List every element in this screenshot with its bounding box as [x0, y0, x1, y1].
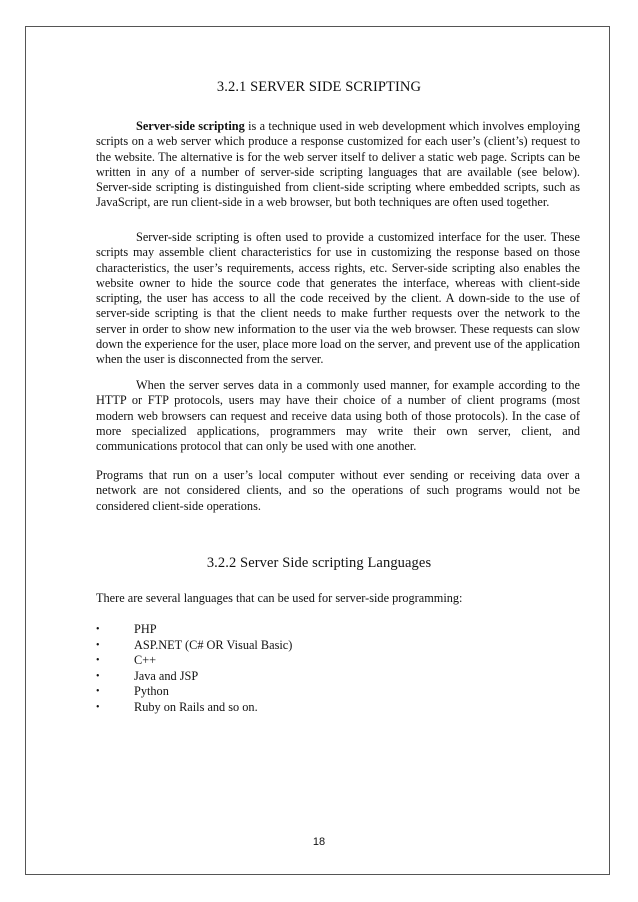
term-server-side-scripting: Server-side scripting — [136, 119, 245, 133]
languages-intro: There are several languages that can be used for server-side programming: — [96, 591, 463, 605]
bullet-icon: • — [96, 670, 100, 682]
languages-list — [96, 622, 576, 716]
bullet-icon: • — [96, 686, 100, 698]
paragraph-definition-text: is a technique used in web development which involves employing scripts on a web server which produce a response customized for each user’s (client’s) request to the website. The alternative is for the web server itself to deliver a static web page. Scripts can be written in any of a number of server-side scripting languages that are available (see below). Server-side scripting is distinguished from client-side scripting where embedded scripts, such as JavaScript, are run client-side in a web browser, but both techniques are often used together. — [96, 119, 580, 210]
list-item-label: C++ — [134, 653, 157, 668]
page-number: 18 — [312, 836, 326, 848]
list-item — [96, 622, 576, 638]
paragraph-protocols — [96, 378, 580, 454]
section-heading-languages: 3.2.2 Server Side scripting Languages — [206, 555, 432, 571]
list-item-label: Java and JSP — [134, 668, 199, 683]
paragraph-definition — [96, 119, 580, 211]
bullet-icon: • — [96, 655, 100, 667]
bullet-icon: • — [96, 624, 100, 635]
list-item — [96, 700, 576, 716]
paragraph-customized-interface — [96, 230, 580, 368]
paragraph-customized-interface-text: Server-side scripting is often used to provide a customized interface for the user. These scripts may assemble client characteristics for use in customizing the response based on those characteristics, the user’s requirements, access rights, etc. Server-side scripting also enables the website owner to hide the source code that generates the interface, whereas with client-side scripting, the user has access to all the code received by the client. A down-side to the use of server-side scripting is that the client needs to make further requests over the network to the server in order to show new information to the user via the web browser. These requests can slow down the experience for the user, place more load on the server, and prevent use of the application when the user is disconnected from the server. — [96, 230, 580, 367]
list-item-label: Python — [134, 684, 169, 699]
paragraph-protocols-text: When the server serves data in a commonly used manner, for example according to the HTTP or FTP protocols, users may have their choice of a number of client programs (most modern web browsers can request and receive data using both of those protocols). In the case of more specialized applications, programmers may write their own server, client, and communications protocol that can only be used with one another. — [96, 378, 580, 454]
list-item-label: ASP.NET (C# OR Visual Basic) — [134, 637, 293, 652]
list-item — [96, 653, 576, 669]
bullet-icon: • — [96, 701, 100, 713]
list-item — [96, 684, 576, 700]
list-item-label: PHP — [134, 622, 157, 636]
paragraph-local-programs: Programs that run on a user’s local computer without ever sending or receiving data over a network are not considered clients, and so the operations of such programs would not be considered client-side operations. — [96, 468, 580, 513]
list-item-label: Ruby on Rails and so on. — [134, 699, 258, 714]
list-item — [96, 669, 576, 685]
bullet-icon: • — [96, 639, 100, 651]
list-item — [96, 638, 576, 654]
section-heading-server-side-scripting: 3.2.1 SERVER SIDE SCRIPTING — [216, 79, 422, 95]
